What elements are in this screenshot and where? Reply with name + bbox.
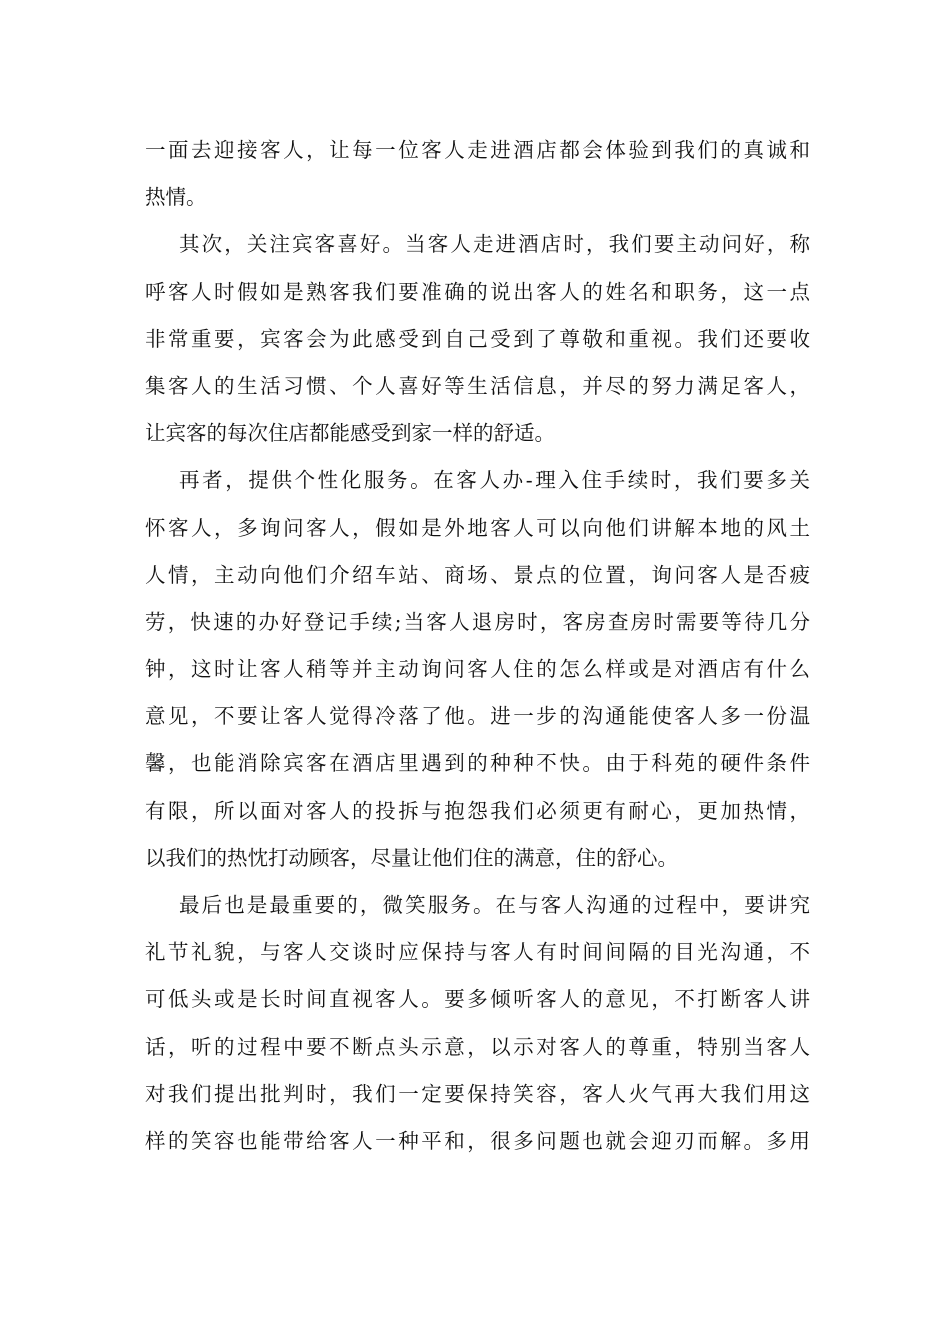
text-line: 怀客人，多询问客人，假如是外地客人可以向他们讲解本地的风土: [145, 515, 810, 540]
text-line: 样的笑容也能带给客人一种平和，很多问题也就会迎刃而解。多用: [145, 1128, 810, 1153]
text-line: 人情，主动向他们介绍车站、商场、景点的位置，询问客人是否疲: [145, 562, 810, 587]
text-line: 有限，所以面对客人的投拆与抱怨我们必须更有耐心，更加热情，: [145, 798, 810, 823]
text-line: 一面去迎接客人，让每一位客人走进酒店都会体验到我们的真诚和: [145, 138, 810, 162]
text-line: 意见，不要让客人觉得冷落了他。进一步的沟通能使客人多一份温: [145, 704, 810, 729]
text-line: 劳，快速的办好登记手续;当客人退房时，客房查房时需要等待几分: [145, 609, 810, 634]
document-body: [145, 127, 810, 1165]
text-line: 集客人的生活习惯、个人喜好等生活信息，并尽的努力满足客人，: [145, 373, 810, 398]
text-line: 可低头或是长时间直视客人。要多倾听客人的意见，不打断客人讲: [145, 987, 810, 1012]
text-line: 呼客人时假如是熟客我们要准确的说出客人的姓名和职务，这一点: [145, 279, 810, 304]
text-line: 礼节礼貌，与客人交谈时应保持与客人有时间间隔的目光沟通，不: [145, 940, 810, 965]
text-line: 以我们的热忱打动顾客，尽量让他们住的满意，住的舒心。: [145, 845, 678, 870]
paragraph-first-line: 最后也是最重要的，微笑服务。在与客人沟通的过程中，要讲究: [179, 893, 810, 917]
text-line: 对我们提出批判时，我们一定要保持笑容，客人火气再大我们用这: [145, 1081, 810, 1106]
text-line: 让宾客的每次住店都能感受到家一样的舒适。: [145, 421, 555, 446]
text-line: 话，听的过程中要不断点头示意，以示对客人的尊重，特别当客人: [145, 1034, 810, 1059]
text-line: 热情。: [145, 185, 207, 210]
text-line: 非常重要，宾客会为此感受到自己受到了尊敬和重视。我们还要收: [145, 326, 810, 351]
text-line: 馨，也能消除宾客在酒店里遇到的种种不快。由于科苑的硬件条件: [145, 751, 810, 776]
paragraph-first-line: 再者，提供个性化服务。在客人办-理入住手续时，我们要多关: [179, 468, 810, 493]
text-line: 钟，这时让客人稍等并主动询问客人住的怎么样或是对酒店有什么: [145, 657, 810, 682]
paragraph-first-line: 其次，关注宾客喜好。当客人走进酒店时，我们要主动问好，称: [179, 232, 810, 257]
